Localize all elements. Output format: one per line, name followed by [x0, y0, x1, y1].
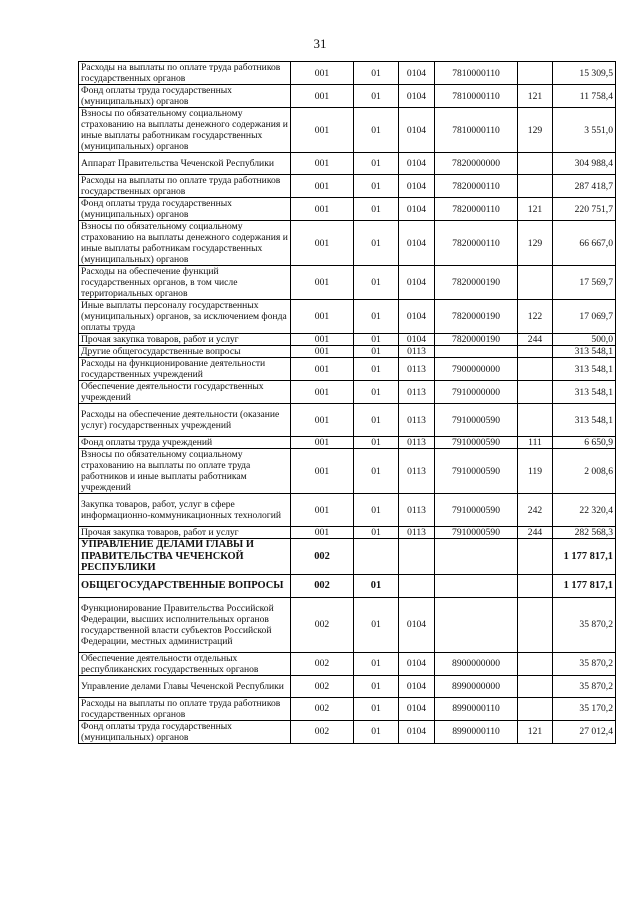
subsection-code: 0104: [399, 153, 435, 175]
subsection-code: 0113: [399, 527, 435, 539]
target-article-code: 7810000110: [435, 85, 518, 108]
amount: 17 569,7: [553, 266, 616, 300]
admin-code: 002: [291, 652, 354, 675]
section-code: 01: [354, 266, 399, 300]
expense-type-code: 122: [518, 300, 553, 334]
row-name: Фонд оплаты труда учреждений: [79, 437, 291, 449]
admin-code: 002: [291, 539, 354, 575]
section-code: 01: [354, 597, 399, 652]
target-article-code: 7820000110: [435, 221, 518, 266]
section-code: 01: [354, 652, 399, 675]
section-code: 01: [354, 153, 399, 175]
row-name: Взносы по обязательному социальному страхованию на выплаты денежного содержания и иные выплаты работникам государственных (муниципальных) органов: [79, 221, 291, 266]
amount: 313 548,1: [553, 358, 616, 381]
row-name: Прочая закупка товаров, работ и услуг: [79, 527, 291, 539]
expense-type-code: 111: [518, 437, 553, 449]
row-name: Функционирование Правительства Российской Федерации, высших исполнительных органов государственной власти субъектов Российской Федерации, местных администраций: [79, 597, 291, 652]
table-row: [79, 437, 616, 449]
target-article-code: 7910000590: [435, 494, 518, 527]
admin-code: 001: [291, 334, 354, 346]
section-code: [354, 539, 399, 575]
expense-type-code: 129: [518, 221, 553, 266]
admin-code: 001: [291, 108, 354, 153]
row-name: Закупка товаров, работ, услуг в сфере информационно-коммуникационных технологий: [79, 494, 291, 527]
admin-code: 001: [291, 221, 354, 266]
target-article-code: 7910000590: [435, 437, 518, 449]
target-article-code: 7900000000: [435, 358, 518, 381]
amount: 313 548,1: [553, 381, 616, 404]
target-article-code: 7810000110: [435, 108, 518, 153]
section-code: 01: [354, 381, 399, 404]
amount: 1 177 817,1: [553, 539, 616, 575]
section-code: 01: [354, 346, 399, 358]
subsection-code: 0113: [399, 404, 435, 437]
expense-type-code: [518, 175, 553, 198]
expense-type-code: [518, 539, 553, 575]
table-row: [79, 153, 616, 175]
table-row: [79, 334, 616, 346]
section-code: 01: [354, 175, 399, 198]
table-row: [79, 198, 616, 221]
target-article-code: 8990000110: [435, 697, 518, 720]
subsection-code: 0113: [399, 346, 435, 358]
amount: 304 988,4: [553, 153, 616, 175]
row-name: Взносы по обязательному социальному страхованию на выплаты по оплате труда работников и иные выплаты работникам учреждений: [79, 449, 291, 494]
subsection-code: [399, 539, 435, 575]
table-row: [79, 527, 616, 539]
table-row: [79, 539, 616, 575]
section-code: 01: [354, 334, 399, 346]
amount: 1 177 817,1: [553, 574, 616, 597]
row-name: Фонд оплаты труда государственных (муниципальных) органов: [79, 85, 291, 108]
row-name: УПРАВЛЕНИЕ ДЕЛАМИ ГЛАВЫ И ПРАВИТЕЛЬСТВА ЧЕЧЕНСКОЙ РЕСПУБЛИКИ: [79, 539, 291, 575]
admin-code: 001: [291, 449, 354, 494]
subsection-code: 0104: [399, 652, 435, 675]
table-row: [79, 574, 616, 597]
target-article-code: 7910000590: [435, 404, 518, 437]
table-row: [79, 697, 616, 720]
target-article-code: [435, 597, 518, 652]
admin-code: 002: [291, 597, 354, 652]
row-name: Расходы на обеспечение деятельности (оказание услуг) государственных учреждений: [79, 404, 291, 437]
row-name: Управление делами Главы Чеченской Республики: [79, 675, 291, 697]
expense-type-code: [518, 404, 553, 437]
table-row: [79, 346, 616, 358]
amount: 22 320,4: [553, 494, 616, 527]
amount: 313 548,1: [553, 346, 616, 358]
section-code: 01: [354, 697, 399, 720]
admin-code: 001: [291, 85, 354, 108]
section-code: 01: [354, 62, 399, 85]
section-code: 01: [354, 85, 399, 108]
section-code: 01: [354, 300, 399, 334]
admin-code: 001: [291, 437, 354, 449]
expense-type-code: 244: [518, 527, 553, 539]
section-code: 01: [354, 358, 399, 381]
amount: 17 069,7: [553, 300, 616, 334]
admin-code: 001: [291, 175, 354, 198]
admin-code: 002: [291, 574, 354, 597]
subsection-code: 0113: [399, 449, 435, 494]
admin-code: 001: [291, 358, 354, 381]
subsection-code: 0104: [399, 108, 435, 153]
target-article-code: 8900000000: [435, 652, 518, 675]
target-article-code: 7820000110: [435, 198, 518, 221]
row-name: Взносы по обязательному социальному страхованию на выплаты денежного содержания и иные выплаты работникам государственных (муниципальных) органов: [79, 108, 291, 153]
table-row: [79, 221, 616, 266]
table-row: [79, 494, 616, 527]
section-code: 01: [354, 675, 399, 697]
subsection-code: 0113: [399, 494, 435, 527]
subsection-code: 0104: [399, 697, 435, 720]
target-article-code: 7910000590: [435, 449, 518, 494]
amount: 313 548,1: [553, 404, 616, 437]
subsection-code: [399, 574, 435, 597]
expense-type-code: 242: [518, 494, 553, 527]
section-code: 01: [354, 494, 399, 527]
admin-code: 001: [291, 381, 354, 404]
amount: 15 309,5: [553, 62, 616, 85]
subsection-code: 0104: [399, 175, 435, 198]
target-article-code: 7820000000: [435, 153, 518, 175]
expense-type-code: 121: [518, 198, 553, 221]
target-article-code: 7810000110: [435, 62, 518, 85]
table-row: [79, 652, 616, 675]
expense-type-code: 244: [518, 334, 553, 346]
subsection-code: 0113: [399, 437, 435, 449]
row-name: Обеспечение деятельности государственных учреждений: [79, 381, 291, 404]
table-row: [79, 85, 616, 108]
table-row: [79, 300, 616, 334]
table-row: [79, 175, 616, 198]
admin-code: 001: [291, 346, 354, 358]
amount: 66 667,0: [553, 221, 616, 266]
admin-code: 001: [291, 494, 354, 527]
expense-type-code: [518, 266, 553, 300]
table-row: [79, 675, 616, 697]
expense-type-code: 129: [518, 108, 553, 153]
amount: 220 751,7: [553, 198, 616, 221]
admin-code: 001: [291, 62, 354, 85]
target-article-code: 7910000590: [435, 527, 518, 539]
expense-type-code: [518, 675, 553, 697]
admin-code: 002: [291, 720, 354, 743]
table-row: [79, 108, 616, 153]
amount: 287 418,7: [553, 175, 616, 198]
target-article-code: 7910000000: [435, 381, 518, 404]
expense-type-code: [518, 652, 553, 675]
amount: 35 170,2: [553, 697, 616, 720]
amount: 35 870,2: [553, 675, 616, 697]
budget-table: [78, 61, 616, 744]
section-code: 01: [354, 720, 399, 743]
amount: 35 870,2: [553, 652, 616, 675]
expense-type-code: [518, 62, 553, 85]
target-article-code: 8990000000: [435, 675, 518, 697]
amount: 35 870,2: [553, 597, 616, 652]
row-name: Прочая закупка товаров, работ и услуг: [79, 334, 291, 346]
expense-type-code: 121: [518, 85, 553, 108]
row-name: Расходы на выплаты по оплате труда работников государственных органов: [79, 697, 291, 720]
amount: 3 551,0: [553, 108, 616, 153]
admin-code: 001: [291, 198, 354, 221]
target-article-code: [435, 346, 518, 358]
row-name: ОБЩЕГОСУДАРСТВЕННЫЕ ВОПРОСЫ: [79, 574, 291, 597]
row-name: Расходы на выплаты по оплате труда работников государственных органов: [79, 62, 291, 85]
subsection-code: 0104: [399, 62, 435, 85]
target-article-code: 7820000190: [435, 266, 518, 300]
admin-code: 002: [291, 697, 354, 720]
table-row: [79, 266, 616, 300]
subsection-code: 0104: [399, 198, 435, 221]
expense-type-code: 119: [518, 449, 553, 494]
expense-type-code: [518, 597, 553, 652]
admin-code: 001: [291, 404, 354, 437]
subsection-code: 0104: [399, 334, 435, 346]
subsection-code: 0113: [399, 381, 435, 404]
row-name: Иные выплаты персоналу государственных (муниципальных) органов, за исключением фонда оплаты труда: [79, 300, 291, 334]
section-code: 01: [354, 404, 399, 437]
admin-code: 001: [291, 266, 354, 300]
subsection-code: 0104: [399, 300, 435, 334]
amount: 6 650,9: [553, 437, 616, 449]
expense-type-code: [518, 153, 553, 175]
section-code: 01: [354, 221, 399, 266]
table-row: [79, 597, 616, 652]
row-name: Другие общегосударственные вопросы: [79, 346, 291, 358]
target-article-code: 7820000190: [435, 334, 518, 346]
row-name: Аппарат Правительства Чеченской Республики: [79, 153, 291, 175]
subsection-code: 0104: [399, 597, 435, 652]
amount: 2 008,6: [553, 449, 616, 494]
row-name: Расходы на функционирование деятельности государственных учреждений: [79, 358, 291, 381]
expense-type-code: [518, 346, 553, 358]
target-article-code: [435, 539, 518, 575]
table-row: [79, 358, 616, 381]
expense-type-code: [518, 574, 553, 597]
section-code: 01: [354, 449, 399, 494]
subsection-code: 0104: [399, 675, 435, 697]
amount: 11 758,4: [553, 85, 616, 108]
table-row: [79, 381, 616, 404]
admin-code: 002: [291, 675, 354, 697]
section-code: 01: [354, 198, 399, 221]
section-code: 01: [354, 108, 399, 153]
admin-code: 001: [291, 527, 354, 539]
table-row: [79, 404, 616, 437]
row-name: Фонд оплаты труда государственных (муниципальных) органов: [79, 720, 291, 743]
expense-type-code: [518, 381, 553, 404]
subsection-code: 0104: [399, 266, 435, 300]
expense-type-code: [518, 358, 553, 381]
admin-code: 001: [291, 300, 354, 334]
section-code: 01: [354, 574, 399, 597]
table-row: [79, 62, 616, 85]
amount: 282 568,3: [553, 527, 616, 539]
row-name: Расходы на выплаты по оплате труда работников государственных органов: [79, 175, 291, 198]
section-code: 01: [354, 527, 399, 539]
subsection-code: 0104: [399, 720, 435, 743]
target-article-code: 7820000190: [435, 300, 518, 334]
subsection-code: 0104: [399, 85, 435, 108]
expense-type-code: 121: [518, 720, 553, 743]
amount: 500,0: [553, 334, 616, 346]
table-row: [79, 720, 616, 743]
amount: 27 012,4: [553, 720, 616, 743]
subsection-code: 0113: [399, 358, 435, 381]
section-code: 01: [354, 437, 399, 449]
row-name: Обеспечение деятельности отдельных республиканских государственных органов: [79, 652, 291, 675]
expense-type-code: [518, 697, 553, 720]
target-article-code: 8990000110: [435, 720, 518, 743]
target-article-code: [435, 574, 518, 597]
table-row: [79, 449, 616, 494]
admin-code: 001: [291, 153, 354, 175]
row-name: Фонд оплаты труда государственных (муниципальных) органов: [79, 198, 291, 221]
page-number: 31: [313, 36, 327, 51]
row-name: Расходы на обеспечение функций государственных органов, в том числе территориальных органов: [79, 266, 291, 300]
target-article-code: 7820000110: [435, 175, 518, 198]
subsection-code: 0104: [399, 221, 435, 266]
